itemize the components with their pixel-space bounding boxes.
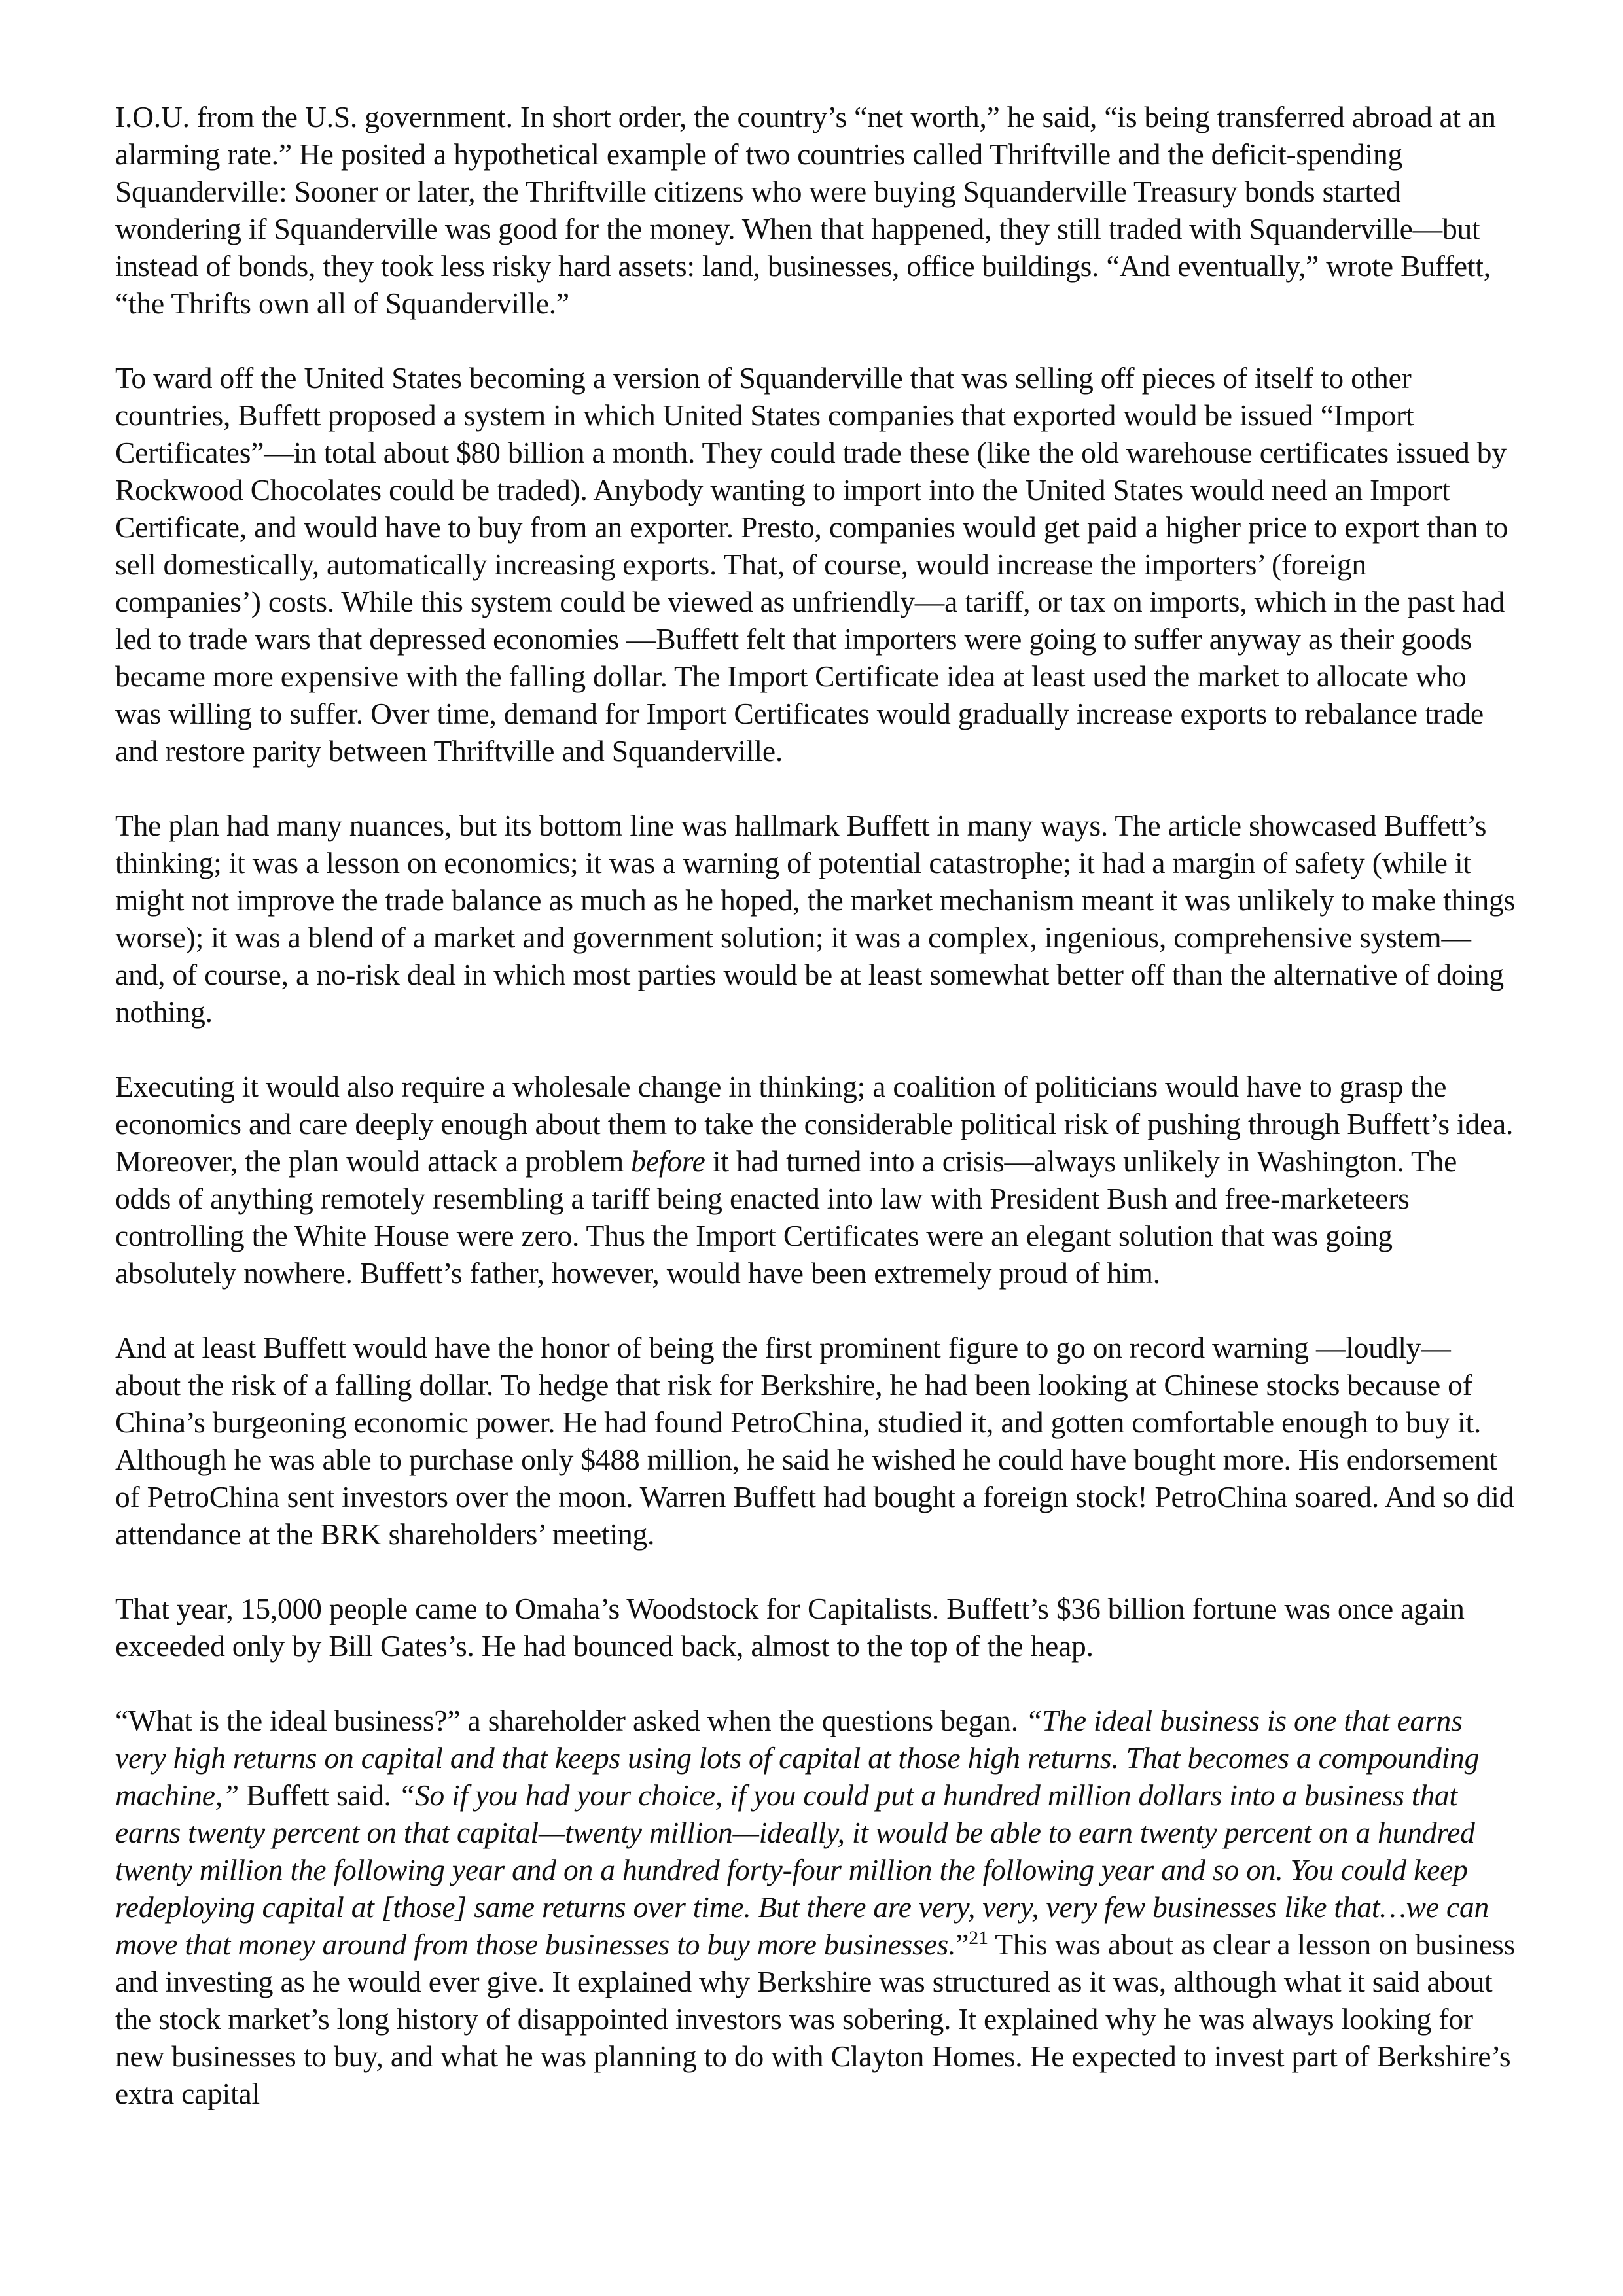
emphasis-before: before [631, 1144, 705, 1178]
paragraph-import-certificates: To ward off the United States becoming a version of Squanderville that was selling off pieces of itself to other countries, Buffett proposed a system in which United States companies that exported would be issued “Import Certificates”—in total about $80 billion a month. They could trade these (like the old warehouse certificates issued by Rockwood Chocolates could be traded). Anybody wanting to import into the United States would need an Import Certificate, and would have to buy from an exporter. Presto, companies would get paid a higher price to export than to sell domestically, automatically increasing exports. That, of course, would increase the importers’ (foreign companies’) costs. While this system could be viewed as unfriendly—a tariff, or tax on imports, which in the past had led to trade wars that depressed economies —Buffett felt that importers were going to suffer anyway as their goods became more expensive with the falling dollar. The Import Certificate idea at least used the market to allocate who was willing to suffer. Over time, demand for Import Certificates would gradually increase exports to rebalance trade and restore parity between Thriftville and Squanderville. [115, 361, 1508, 768]
quote-ideal-business: “The ideal business is one that earns very high returns on capital and that keeps using lots of capital at those high returns. That becomes a compounding machine,” [115, 1704, 1480, 1812]
paragraph-woodstock-for-capitalists: That year, 15,000 people came to Omaha’s Woodstock for Capitalists. Buffett’s $36 billion fortune was once again exceeded only by Bill Gates’s. He had bounced back, almost to the top of the heap. [115, 1592, 1465, 1663]
paragraph-text: This was about as clear a lesson on business and investing as he would ever give. It explained why Berkshire was structured as it was, although what it said about the stock market’s long history of disappointed investors was sobering. It explained why he was always looking for new businesses to buy, and what he was planning to do with Clayton Homes. He expected to invest part of Berkshire’s extra capital [115, 1928, 1516, 2110]
paragraph-ideal-business [115, 1702, 1516, 2112]
document-page [115, 98, 1516, 2112]
paragraph-text: “What is the ideal business?” a shareholder asked when the questions began. [115, 1704, 1026, 1737]
paragraph-plan-nuances: The plan had many nuances, but its bottom line was hallmark Buffett in many ways. The article showcased Buffett’s thinking; it was a lesson on economics; it was a warning of potential catastrophe; it had a margin of safety (while it might not improve the trade balance as much as he hoped, the market mechanism meant it was unlikely to make things worse); it was a blend of a market and government solution; it was a complex, ingenious, comprehensive system—and, of course, a no-risk deal in which most parties would be at least somewhat better off than the alternative of doing nothing. [115, 809, 1516, 1029]
paragraph-text: it had turned into a crisis—always unlikely in Washington. The odds of anything remotely resembling a tariff being enacted into law with President Bush and free-marketeers controlling the White House were zero. Thus the Import Certificates were an elegant solution that was going absolutely nowhere. Buffett’s father, however, would have been extremely proud of him. [115, 1144, 1457, 1290]
paragraph-falling-dollar-petrochina: And at least Buffett would have the honor of being the first prominent figure to go on record warning —loudly—about the risk of a falling dollar. To hedge that risk for Berkshire, he had been looking at Chinese stocks because of China’s burgeoning economic power. He had found PetroChina, studied it, and gotten comfortable enough to buy it. Although he was able to purchase only $488 million, he said he wished he could have bought more. His endorsement of PetroChina sent investors over the moon. Warren Buffett had bought a foreign stock! PetroChina soared. And so did attendance at the BRK shareholders’ meeting. [115, 1331, 1514, 1551]
paragraph-text: Executing it would also require a wholesale change in thinking; a coalition of politicians would have to grasp the economics and care deeply enough about them to take the considerable political risk of pushing through Buffett’s idea. Moreover, the plan would attack a problem [115, 1070, 1514, 1178]
closing-quote-mark: ” [955, 1928, 969, 1961]
quote-compounding: “So if you had your choice, if you could put a hundred million dollars into a business that earns twenty percent on that capital—twenty million—ideally, it would be able to earn twenty percent on a hundred twenty million the following year and on a hundred forty-four million the following year and so on. You could keep redeploying capital at [those] same returns over time. But there are very, very, very few businesses like that…we can move that money around from those businesses to buy more businesses. [115, 1778, 1489, 1961]
paragraph-executing-plan [115, 1068, 1516, 1292]
paragraph-text: Buffett said. [239, 1778, 399, 1812]
paragraph-thriftville-squanderville: I.O.U. from the U.S. government. In short order, the country’s “net worth,” he said, “is being transferred abroad at an alarming rate.” He posited a hypothetical example of two countries called Thriftville and the deficit-spending Squanderville: Sooner or later, the Thriftville citizens who were buying Squanderville Treasury bonds started wondering if Squanderville was good for the money. When that happened, they still traded with Squanderville—but instead of bonds, they took less risky hard assets: land, businesses, office buildings. “And eventually,” wrote Buffett, “the Thrifts own all of Squanderville.” [115, 100, 1496, 320]
footnote-marker[interactable]: 21 [969, 1927, 988, 1949]
